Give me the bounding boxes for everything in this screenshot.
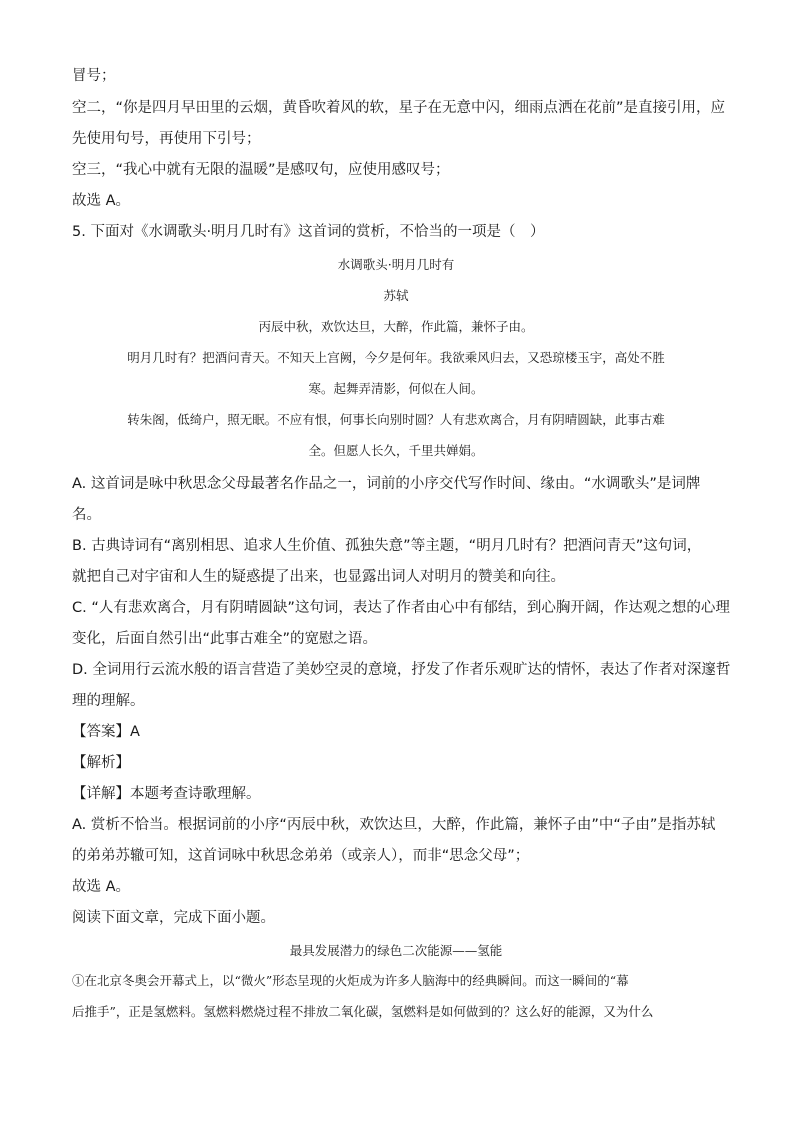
text-line: 空三，“我心中就有无限的温暖”是感叹句，应使用感叹号； [72, 162, 450, 178]
poem-line: 全。但愿人长久，千里共婵娟。 [308, 443, 484, 458]
text-line: 先使用句号，再使用下引号； [72, 131, 261, 147]
poem-line: 寒。起舞弄清影，何似在人间。 [308, 381, 484, 396]
article-title: 最具发展潜力的绿色二次能源——氢能 [289, 943, 503, 958]
explanation-line: 的弟弟苏辙可知，这首词咏中秋思念弟弟（或亲人），而非“思念父母”； [72, 848, 530, 864]
poem-title: 水调歌头·明月几时有 [337, 257, 455, 272]
detail-line: 【详解】本题考查诗歌理解。 [72, 786, 261, 802]
option-b: B. 古典诗词有“离别相思、追求人生价值、孤独失意”等主题，“明月几时有？把酒问青天”这句词， [72, 538, 702, 554]
option-a: A. 这首词是咏中秋思念父母最著名作品之一，词前的小序交代写作时间、缘由。“水调歌头”是词牌 [72, 476, 701, 492]
option-c-cont: 变化，后面自然引出“此事古难全”的宽慰之语。 [72, 631, 378, 647]
choose-line: 故选 A。 [72, 879, 131, 895]
analysis-label: 【解析】 [72, 755, 130, 771]
text-line: 空二，“你是四月早田里的云烟，黄昏吹着风的软，星子在无意中闪，细雨点洒在花前”是直接引用，应 [72, 100, 726, 116]
explanation-line: A. 赏析不恰当。根据词前的小序“丙辰中秋，欢饮达旦，大醉，作此篇，兼怀子由”中“子由”是指苏轼 [72, 817, 716, 833]
question-5: 5. 下面对《水调歌头·明月几时有》这首词的赏析，不恰当的一项是（ ） [72, 224, 545, 240]
article-paragraph: ①在北京冬奥会开幕式上，以“微火”形态呈现的火炬成为许多人脑海中的经典瞬间。而这一瞬间的“幕 [72, 973, 629, 988]
option-b-cont: 就把自己对宇宙和人生的疑惑提了出来，也显露出词人对明月的赞美和向往。 [72, 569, 565, 585]
article-paragraph: 后推手”，正是氢燃料。氢燃料燃烧过程不排放二氧化碳，氢燃料是如何做到的？这么好的能源，又为什么 [72, 1004, 654, 1019]
reading-instruction: 阅读下面文章，完成下面小题。 [72, 910, 275, 926]
poem-preface: 丙辰中秋，欢饮达旦，大醉，作此篇，兼怀子由。 [258, 319, 534, 334]
poem-author: 苏轼 [383, 288, 409, 303]
text-line: 故选 A。 [72, 193, 131, 209]
text-line: 冒号； [72, 68, 116, 84]
poem-line: 明月几时有？把酒问青天。不知天上宫阙，今夕是何年。我欲乘风归去，又恐琼楼玉宇，高处不胜 [127, 350, 665, 365]
option-a-cont: 名。 [72, 507, 101, 523]
poem-line: 转朱阁，低绮户，照无眠。不应有恨，何事长向别时圆？人有悲欢离合，月有阴晴圆缺，此事古难 [127, 412, 665, 427]
option-c: C. “人有悲欢离合，月有阴晴圆缺”这句词，表达了作者由心中有郁结，到心胸开阔，作达观之想的心理 [72, 600, 730, 616]
option-d: D. 全词用行云流水般的语言营造了美妙空灵的意境，抒发了作者乐观旷达的情怀，表达了作者对深邃哲 [72, 662, 731, 678]
option-d-cont: 理的理解。 [72, 693, 145, 709]
answer-line: 【答案】A [72, 724, 140, 740]
